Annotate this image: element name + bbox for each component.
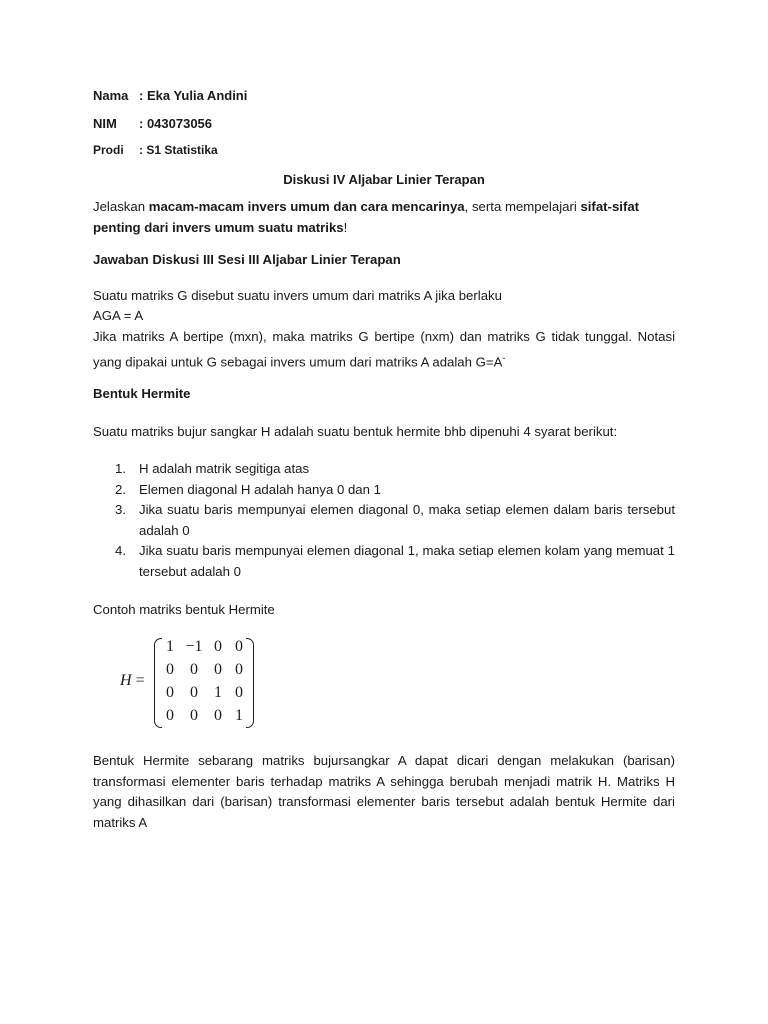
list-text: Jika suatu baris mempunyai elemen diagonal 0, maka setiap elemen dalam baris tersebut adalah 0 <box>139 502 675 538</box>
matrix-cell: 0 <box>235 638 243 655</box>
conditions-list <box>93 459 675 582</box>
hermite-intro: Suatu matriks bujur sangkar H adalah suatu bentuk hermite bhb dipenuhi 4 syarat berikut: <box>93 424 618 439</box>
list-item <box>93 500 675 541</box>
matrix-cell: 1 <box>235 707 243 724</box>
nim-value: : 043073056 <box>139 116 213 131</box>
matrix-cell: −1 <box>185 638 203 655</box>
name-value: : Eka Yulia Andini <box>139 88 248 103</box>
name-label: Nama <box>93 88 129 103</box>
answer-heading: Jawaban Diskusi III Sesi III Aljabar Linier Terapan <box>93 252 401 267</box>
list-text: Elemen diagonal H adalah hanya 0 dan 1 <box>139 481 381 497</box>
matrix-cell: 1 <box>214 684 222 701</box>
matrix-cell: 0 <box>166 684 174 701</box>
list-number: 1. <box>115 461 126 476</box>
matrix-cell: 0 <box>190 661 198 678</box>
closing-paragraph: Bentuk Hermite sebarang matriks bujursangkar A dapat dicari dengan melakukan (barisan) transformasi elementer baris terhadap matriks A sehingga berubah menjadi matrik H. Matriks H yang dihasilkan dari (barisan) transformasi elementer baris tersebut adalah bentuk Hermite dari matriks A <box>93 753 675 830</box>
matrix-lhs <box>120 672 145 690</box>
list-text: Jika suatu baris mempunyai elemen diagonal 1, maka setiap elemen kolam yang memuat 1 tersebut adalah 0 <box>139 543 675 579</box>
definition-superscript: - <box>502 352 506 363</box>
matrix-cell: 0 <box>235 661 243 678</box>
definition-line-2: AGA = A <box>93 308 144 323</box>
hermite-heading: Bentuk Hermite <box>93 386 191 401</box>
matrix-cell: 0 <box>214 661 222 678</box>
list-number: 4. <box>115 543 126 558</box>
definition-line-1: Suatu matriks G disebut suatu invers umum dari matriks A jika berlaku <box>93 288 502 303</box>
nim-label: NIM <box>93 116 117 131</box>
prodi-label: Prodi <box>93 143 124 157</box>
list-item <box>93 459 675 480</box>
matrix-cell: 0 <box>166 707 174 724</box>
matrix-cell: 0 <box>235 684 243 701</box>
page-title: Diskusi IV Aljabar Linier Terapan <box>283 172 485 187</box>
list-number: 3. <box>115 502 126 517</box>
matrix-cell: 0 <box>190 684 198 701</box>
matrix-cell: 0 <box>214 707 222 724</box>
definition-paragraph <box>93 327 675 372</box>
matrix-cell: 0 <box>214 638 222 655</box>
question-text-1: Jelaskan <box>93 199 149 214</box>
question-paragraph <box>93 197 675 238</box>
definition-line-3: Jika matriks A bertipe (mxn), maka matriks G bertipe (nxm) dan matriks G tidak tunggal. Notasi yang dipakai untuk G sebagai invers umum dari matriks A adalah G=A <box>93 329 675 369</box>
prodi-value: : S1 Statistika <box>139 143 218 157</box>
matrix-cell: 0 <box>190 707 198 724</box>
list-item <box>93 480 675 501</box>
matrix-equals: = <box>135 672 145 689</box>
list-text: H adalah matrik segitiga atas <box>139 461 310 476</box>
hermite-matrix <box>118 636 278 728</box>
example-label: Contoh matriks bentuk Hermite <box>93 602 275 617</box>
list-number: 2. <box>115 481 126 497</box>
question-text-3: ! <box>343 219 348 235</box>
question-bold-2: sifat-sifat penting dari invers umum suatu matriks <box>93 199 640 235</box>
matrix-symbol: H <box>120 672 132 689</box>
list-item <box>93 541 675 582</box>
matrix-cell: 1 <box>166 638 174 655</box>
matrix-cell: 0 <box>166 661 174 678</box>
question-text-2: , serta mempelajari <box>464 199 581 214</box>
question-bold-1: macam-macam invers umum dan cara mencarinya <box>148 199 465 214</box>
